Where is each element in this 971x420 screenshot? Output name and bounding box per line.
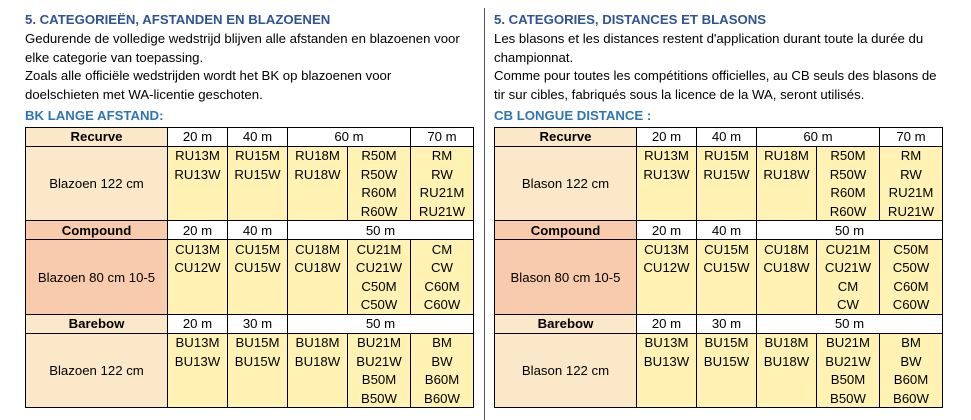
- distance-header: 60 m: [757, 128, 880, 147]
- distance-header: 20 m: [637, 314, 697, 333]
- paragraph-line: Comme pour toutes les compétitions officielles, au CB seuls des blasons de: [494, 68, 937, 83]
- distance-header: 70 m: [411, 128, 474, 147]
- category-code: BM: [411, 333, 474, 352]
- distance-header: 40 m: [697, 221, 757, 240]
- category-code: CU12W: [637, 258, 697, 277]
- category-code: RU15M: [228, 146, 288, 165]
- category-code: R60W: [348, 202, 411, 221]
- paragraph-2: [25, 66, 480, 104]
- category-code: RM: [880, 146, 943, 165]
- category-code: RW: [411, 165, 474, 184]
- category-code: R60M: [348, 184, 411, 203]
- distance-header: 40 m: [697, 128, 757, 147]
- category-code: C50M: [348, 277, 411, 296]
- category-code: C50W: [348, 296, 411, 315]
- category-code: B50M: [817, 370, 880, 389]
- category-code: RU18M: [757, 146, 817, 165]
- category-code: RU13W: [637, 165, 697, 184]
- category-code: CU13M: [637, 240, 697, 259]
- category-code: [228, 370, 288, 389]
- category-code: C60W: [411, 296, 474, 315]
- category-code: RU18W: [757, 165, 817, 184]
- category-header-row: [495, 128, 943, 147]
- category-code: [697, 389, 757, 408]
- category-code: [288, 202, 348, 221]
- distance-header: 30 m: [697, 314, 757, 333]
- category-code: CU15W: [228, 258, 288, 277]
- category-code: RU21M: [411, 184, 474, 203]
- subtitle: CB LONGUE DISTANCE :: [494, 108, 652, 123]
- category-code: R50W: [348, 165, 411, 184]
- table-row: [26, 146, 474, 165]
- category-code: R50M: [817, 146, 880, 165]
- category-code: CU18M: [757, 240, 817, 259]
- distance-header: 40 m: [228, 128, 288, 147]
- paragraph-1: [25, 29, 480, 67]
- category-code: [168, 202, 228, 221]
- category-code: BU21M: [348, 333, 411, 352]
- category-code: BM: [880, 333, 943, 352]
- category-code: R60W: [817, 202, 880, 221]
- paragraph-2: [494, 66, 949, 104]
- category-code: [697, 277, 757, 296]
- french-column: [494, 0, 946, 420]
- category-header-row: [26, 221, 474, 240]
- distance-table: [494, 127, 943, 408]
- category-code: [697, 202, 757, 221]
- category-code: C60W: [880, 296, 943, 315]
- category-code: CU21W: [817, 258, 880, 277]
- category-code: BW: [411, 352, 474, 371]
- distance-header: 20 m: [168, 128, 228, 147]
- category-code: BU21M: [817, 333, 880, 352]
- paragraph-line: Les blasons et les distances restent d'application durant toute la durée du: [494, 31, 924, 46]
- paragraph-line: Zoals alle officiële wedstrijden wordt het BK op blazoenen voor: [25, 68, 392, 83]
- category-name: Recurve: [26, 128, 168, 147]
- category-code: RU21W: [411, 202, 474, 221]
- category-code: C50M: [880, 240, 943, 259]
- distance-header: 20 m: [168, 221, 228, 240]
- category-code: [168, 277, 228, 296]
- category-code: [288, 184, 348, 203]
- category-header-row: [26, 314, 474, 333]
- category-code: [637, 277, 697, 296]
- distance-header: 50 m: [288, 314, 474, 333]
- distance-header: 40 m: [228, 221, 288, 240]
- category-code: RU13M: [637, 146, 697, 165]
- category-code: [757, 389, 817, 408]
- category-code: C50W: [880, 258, 943, 277]
- category-code: C60M: [411, 277, 474, 296]
- category-code: [757, 277, 817, 296]
- category-code: [757, 370, 817, 389]
- distance-header: 50 m: [757, 221, 943, 240]
- category-code: CW: [817, 296, 880, 315]
- category-code: RU21M: [880, 184, 943, 203]
- category-code: [637, 389, 697, 408]
- table-row: [495, 333, 943, 352]
- category-code: [168, 389, 228, 408]
- category-name: Recurve: [495, 128, 637, 147]
- table-row: [26, 240, 474, 259]
- category-code: BU18W: [288, 352, 348, 371]
- category-code: R50M: [348, 146, 411, 165]
- category-code: RU21W: [880, 202, 943, 221]
- category-code: RU13W: [168, 165, 228, 184]
- category-code: [288, 296, 348, 315]
- category-code: RU15M: [697, 146, 757, 165]
- category-code: CU15M: [697, 240, 757, 259]
- target-size: Blazoen 80 cm 10-5: [26, 240, 168, 315]
- subtitle: BK LANGE AFSTAND:: [25, 108, 164, 123]
- category-code: [637, 202, 697, 221]
- category-code: B60M: [880, 370, 943, 389]
- category-code: B60W: [411, 389, 474, 408]
- category-code: [697, 296, 757, 315]
- category-code: BU15W: [697, 352, 757, 371]
- category-code: CM: [411, 240, 474, 259]
- category-code: CU18W: [757, 258, 817, 277]
- category-code: BW: [880, 352, 943, 371]
- category-code: CW: [411, 258, 474, 277]
- category-name: Barebow: [495, 314, 637, 333]
- distance-header: 20 m: [637, 221, 697, 240]
- category-code: CU21M: [348, 240, 411, 259]
- category-code: RW: [880, 165, 943, 184]
- category-code: [757, 184, 817, 203]
- paragraph-line: championnat.: [494, 50, 574, 65]
- category-name: Compound: [26, 221, 168, 240]
- category-code: CU18W: [288, 258, 348, 277]
- category-code: [288, 277, 348, 296]
- category-code: [168, 370, 228, 389]
- category-code: [637, 296, 697, 315]
- table-row: [26, 333, 474, 352]
- category-code: CU21M: [817, 240, 880, 259]
- category-code: [757, 296, 817, 315]
- category-code: BU13M: [168, 333, 228, 352]
- category-code: BU15W: [228, 352, 288, 371]
- category-code: RU15W: [697, 165, 757, 184]
- category-code: [637, 370, 697, 389]
- paragraph-line: Gedurende de volledige wedstrijd blijven alle afstanden en blazoenen voor: [25, 31, 460, 46]
- category-name: Barebow: [26, 314, 168, 333]
- category-code: [288, 370, 348, 389]
- category-code: BU13W: [637, 352, 697, 371]
- category-code: B50W: [348, 389, 411, 408]
- paragraph-line: doelschieten met WA-licentie geschoten.: [25, 87, 263, 102]
- category-code: [228, 296, 288, 315]
- category-code: CM: [817, 277, 880, 296]
- column-divider: [484, 8, 485, 420]
- category-code: RU18W: [288, 165, 348, 184]
- dutch-column: [25, 0, 477, 420]
- category-code: BU21W: [348, 352, 411, 371]
- category-code: BU15M: [228, 333, 288, 352]
- category-header-row: [26, 128, 474, 147]
- distance-header: 60 m: [288, 128, 411, 147]
- paragraph-line: tir sur cibles, fabriqués sous la licence de la WA, seront utilisés.: [494, 87, 865, 102]
- table-row: [495, 240, 943, 259]
- category-code: [228, 184, 288, 203]
- category-code: [168, 184, 228, 203]
- category-code: [168, 296, 228, 315]
- category-code: R60M: [817, 184, 880, 203]
- category-code: BU13M: [637, 333, 697, 352]
- category-code: BU21W: [817, 352, 880, 371]
- distance-header: 30 m: [228, 314, 288, 333]
- category-code: B50M: [348, 370, 411, 389]
- category-code: RM: [411, 146, 474, 165]
- category-code: CU15W: [697, 258, 757, 277]
- distance-header: 70 m: [880, 128, 943, 147]
- distance-header: 50 m: [288, 221, 474, 240]
- category-header-row: [495, 221, 943, 240]
- category-code: RU15W: [228, 165, 288, 184]
- target-size: Blazoen 122 cm: [26, 146, 168, 221]
- paragraph-1: [494, 29, 949, 67]
- section-title: 5. CATEGORIES, DISTANCES ET BLASONS: [494, 12, 767, 27]
- category-code: B60M: [411, 370, 474, 389]
- table-row: [495, 146, 943, 165]
- category-code: RU13M: [168, 146, 228, 165]
- target-size: Blason 80 cm 10-5: [495, 240, 637, 315]
- category-code: [757, 202, 817, 221]
- target-size: Blason 122 cm: [495, 146, 637, 221]
- category-code: CU18M: [288, 240, 348, 259]
- category-code: B50W: [817, 389, 880, 408]
- category-code: R50W: [817, 165, 880, 184]
- category-code: CU13M: [168, 240, 228, 259]
- category-code: [228, 202, 288, 221]
- category-name: Compound: [495, 221, 637, 240]
- category-code: [637, 184, 697, 203]
- category-code: BU13W: [168, 352, 228, 371]
- category-code: C60M: [880, 277, 943, 296]
- category-code: [697, 370, 757, 389]
- category-code: B60W: [880, 389, 943, 408]
- category-code: BU18M: [757, 333, 817, 352]
- distance-header: 20 m: [637, 128, 697, 147]
- paragraph-line: elke categorie van toepassing.: [25, 50, 204, 65]
- category-code: BU18W: [757, 352, 817, 371]
- category-code: CU12W: [168, 258, 228, 277]
- category-code: BU15M: [697, 333, 757, 352]
- distance-header: 20 m: [168, 314, 228, 333]
- category-code: [228, 277, 288, 296]
- distance-table: [25, 127, 474, 408]
- section-title: 5. CATEGORIEËN, AFSTANDEN EN BLAZOENEN: [25, 12, 331, 27]
- category-code: [697, 184, 757, 203]
- target-size: Blazoen 122 cm: [26, 333, 168, 408]
- category-code: BU18M: [288, 333, 348, 352]
- category-code: CU21W: [348, 258, 411, 277]
- category-header-row: [495, 314, 943, 333]
- distance-header: 50 m: [757, 314, 943, 333]
- target-size: Blason 122 cm: [495, 333, 637, 408]
- category-code: [288, 389, 348, 408]
- category-code: [228, 389, 288, 408]
- category-code: RU18M: [288, 146, 348, 165]
- category-code: CU15M: [228, 240, 288, 259]
